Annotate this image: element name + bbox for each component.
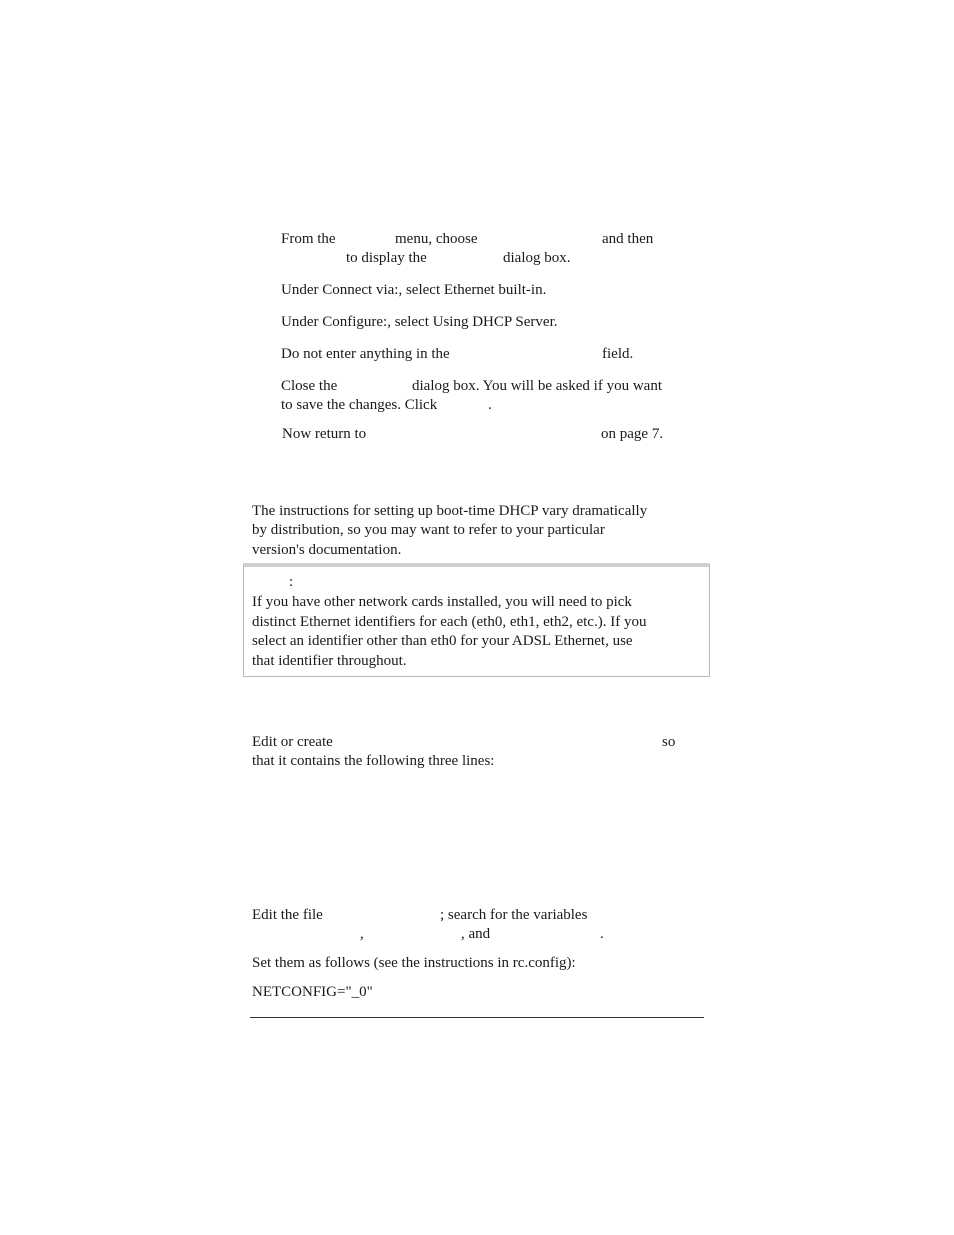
step1-to-display-the: to display the [346, 250, 427, 266]
step5-close-the: Close the [281, 378, 338, 394]
edit-file-period: . [600, 926, 604, 942]
footer-rule [250, 1017, 704, 1018]
edit-file-text: Edit the file [252, 907, 323, 923]
note-line-4: that identifier throughout. [252, 653, 407, 669]
step5-period: . [488, 397, 492, 413]
edit-file-and: , and [461, 926, 491, 942]
step1-menu-choose: menu, choose [395, 231, 478, 247]
linux-intro-line-2: by distribution, so you may want to refer to your particular [252, 522, 605, 538]
step3-configure: Under Configure:, select Using DHCP Server. [281, 314, 558, 330]
edit-create-so: so [662, 734, 676, 750]
note-colon: : [289, 574, 294, 590]
step1-from-the: From the [281, 231, 336, 247]
note-line-3: select an identifier other than eth0 for your ADSL Ethernet, use [252, 633, 633, 649]
linux-intro-line-3: version's documentation. [252, 542, 402, 558]
edit-file-search-variables: ; search for the variables [440, 907, 588, 923]
edit-create-three-lines: that it contains the following three lines: [252, 753, 495, 769]
note-line-2: distinct Ethernet identifiers for each (eth0, eth1, eth2, etc.). If you [252, 614, 647, 630]
step5-save-changes: to save the changes. Click [281, 397, 438, 413]
netconfig-value: NETCONFIG="_0" [252, 984, 373, 1000]
step4-do-not-enter: Do not enter anything in the [281, 346, 450, 362]
step1-dialog-box: dialog box. [503, 250, 571, 266]
note-line-1: If you have other network cards installed, you will need to pick [252, 594, 632, 610]
step6-on-page: on page 7. [601, 426, 664, 442]
step4-field: field. [602, 346, 634, 362]
step6-now-return-to: Now return to [282, 426, 367, 442]
edit-file-comma: , [360, 926, 364, 942]
set-them-as-follows: Set them as follows (see the instructions in rc.config): [252, 955, 576, 971]
step1-and-then: and then [602, 231, 654, 247]
edit-create-text: Edit or create [252, 734, 333, 750]
step2-connect-via: Under Connect via:, select Ethernet built-in. [281, 282, 547, 298]
step5-dialog-box-asked: dialog box. You will be asked if you want [412, 378, 662, 394]
linux-intro-line-1: The instructions for setting up boot-time DHCP vary dramatically [252, 503, 648, 519]
